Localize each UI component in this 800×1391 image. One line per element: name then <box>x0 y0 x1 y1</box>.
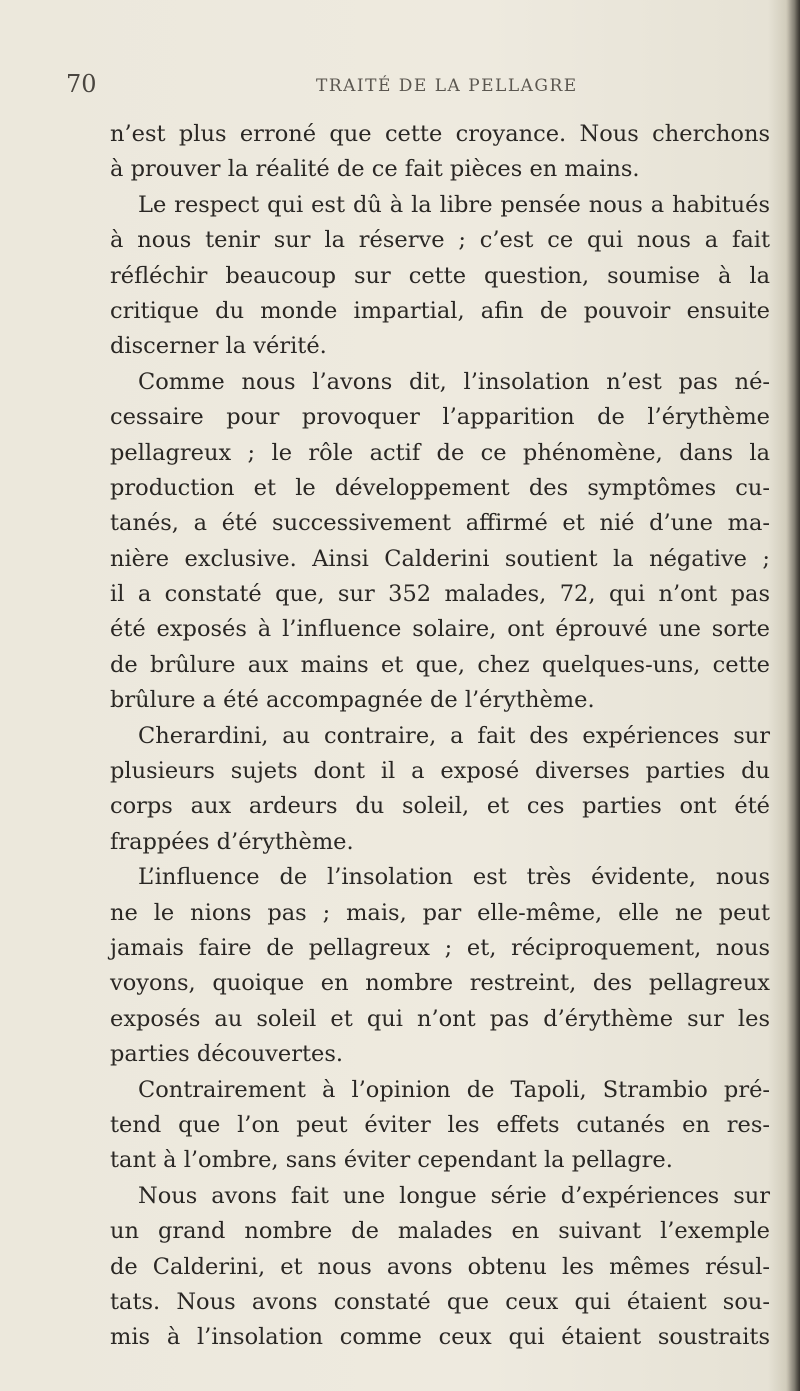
text-line: mis à l’insolation comme ceux qui étaient soustraits <box>110 1324 770 1351</box>
text-line: n’est plus erroné que cette croyance. Nous cherchons <box>110 121 770 147</box>
text-line: Contrairement à l’opinion de Tapoli, Strambio pré- <box>138 1076 770 1103</box>
text-line: tant à l’ombre, sans éviter cependant la pellagre. <box>110 1147 673 1174</box>
text-line: discerner la vérité. <box>110 333 327 360</box>
text-line: pellagreux ; le rôle actif de ce phénomène, dans la <box>110 439 770 466</box>
page-edge-shadow <box>786 0 800 1391</box>
text-line: de brûlure aux mains et que, chez quelques-uns, cette <box>110 651 770 678</box>
text-line: plusieurs sujets dont il a exposé diverses parties du <box>110 758 770 785</box>
text-line: corps aux ardeurs du soleil, et ces parties ont été <box>110 793 770 820</box>
text-line: nière exclusive. Ainsi Calderini soutient la négative ; <box>110 545 770 572</box>
text-line: cessaire pour provoquer l’apparition de l’érythème <box>110 404 770 431</box>
running-title: TRAITÉ DE LA PELLAGRE <box>316 76 578 96</box>
text-line: brûlure a été accompagnée de l’érythème. <box>110 687 595 714</box>
page-number: 70 <box>66 70 97 98</box>
text-line: tend que l’on peut éviter les effets cutanés en res- <box>110 1111 770 1138</box>
text-line: Comme nous l’avons dit, l’insolation n’est pas né- <box>138 368 770 395</box>
text-line: à prouver la réalité de ce fait pièces en mains. <box>110 156 640 183</box>
text-line: Nous avons fait une longue série d’expériences sur <box>138 1182 770 1209</box>
text-line: exposés au soleil et qui n’ont pas d’érythème sur les <box>110 1005 770 1032</box>
text-line: Le respect qui est dû à la libre pensée nous a habitués <box>138 191 770 218</box>
text-line: réfléchir beaucoup sur cette question, soumise à la <box>110 262 770 289</box>
text-line: à nous tenir sur la réserve ; c’est ce qui nous a fait <box>110 227 770 254</box>
running-head <box>66 70 746 100</box>
text-line: production et le développement des symptômes cu- <box>110 474 770 501</box>
text-line: Cherardini, au contraire, a fait des expériences sur <box>138 722 770 749</box>
text-line: ne le nions pas ; mais, par elle-même, elle ne peut <box>110 899 770 926</box>
text-line: de Calderini, et nous avons obtenu les mêmes résul- <box>110 1253 770 1280</box>
text-line: voyons, quoique en nombre restreint, des pellagreux <box>110 970 770 997</box>
text-line: parties découvertes. <box>110 1041 344 1068</box>
body-text <box>110 117 770 1356</box>
text-line: tats. Nous avons constaté que ceux qui étaient sou- <box>110 1288 770 1315</box>
text-line: L’influence de l’insolation est très évidente, nous <box>138 864 770 891</box>
text-line: jamais faire de pellagreux ; et, réciproquement, nous <box>110 934 770 961</box>
text-line: un grand nombre de malades en suivant l’exemple <box>110 1218 770 1245</box>
text-line: été exposés à l’influence solaire, ont éprouvé une sorte <box>110 616 770 643</box>
text-line: frappées d’érythème. <box>110 828 354 855</box>
text-line: tanés, a été successivement affirmé et nié d’une ma- <box>110 510 770 537</box>
text-line: il a constaté que, sur 352 malades, 72, qui n’ont pas <box>110 581 770 608</box>
text-line: critique du monde impartial, afin de pouvoir ensuite <box>110 297 770 324</box>
